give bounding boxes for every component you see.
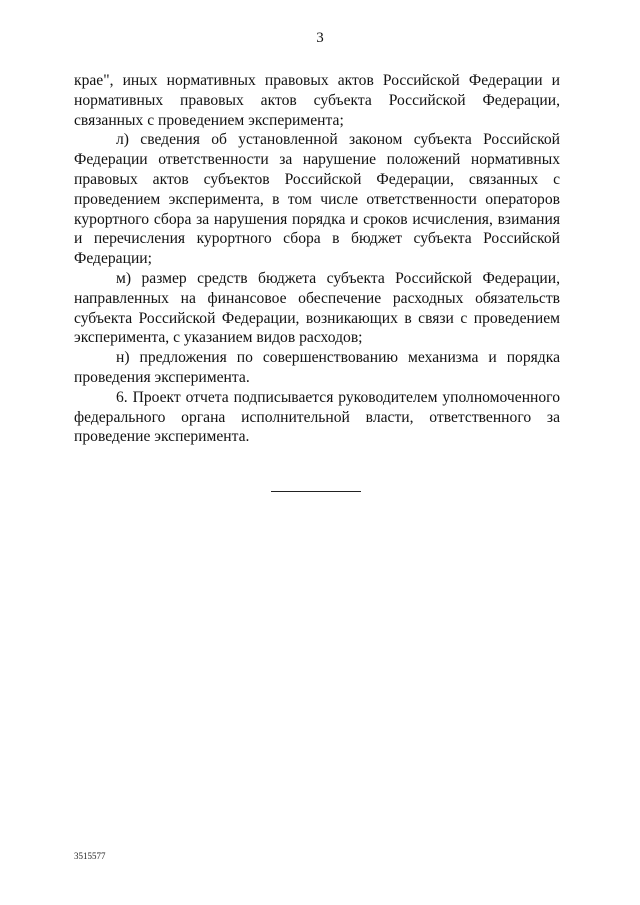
paragraph-item-6: 6. Проект отчета подписывается руководителем уполномоченного федерального органа исполнительной власти, ответственного за проведение эксперимента. <box>74 388 560 446</box>
paragraph-item-n: н) предложения по совершенствованию механизма и порядка проведения эксперимента. <box>74 349 560 386</box>
page-number: 3 <box>316 30 324 46</box>
document-body <box>74 71 560 447</box>
paragraph-item-m: м) размер средств бюджета субъекта Российской Федерации, направленных на финансовое обеспечение расходных обязательств субъекта Российской Федерации, возникающих в связи с проведением эксперимента, с указанием видов расходов; <box>74 269 560 347</box>
paragraph-item-l: л) сведения об установленной законом субъекта Российской Федерации ответственности за нарушение положений нормативных правовых актов субъектов Российской Федерации, связанных с проведением эксперимента, в том числе ответственности операторов курортного сбора за нарушения порядка и сроков исчисления, взимания и перечисления курортного сбора в бюджет субъекта Российской Федерации; <box>74 131 560 268</box>
end-divider <box>271 491 361 492</box>
paragraph-continuation: крае", иных нормативных правовых актов Российской Федерации и нормативных правовых актов субъекта Российской Федерации, связанных с проведением эксперимента; <box>74 72 560 129</box>
document-code: 3515577 <box>74 851 106 861</box>
